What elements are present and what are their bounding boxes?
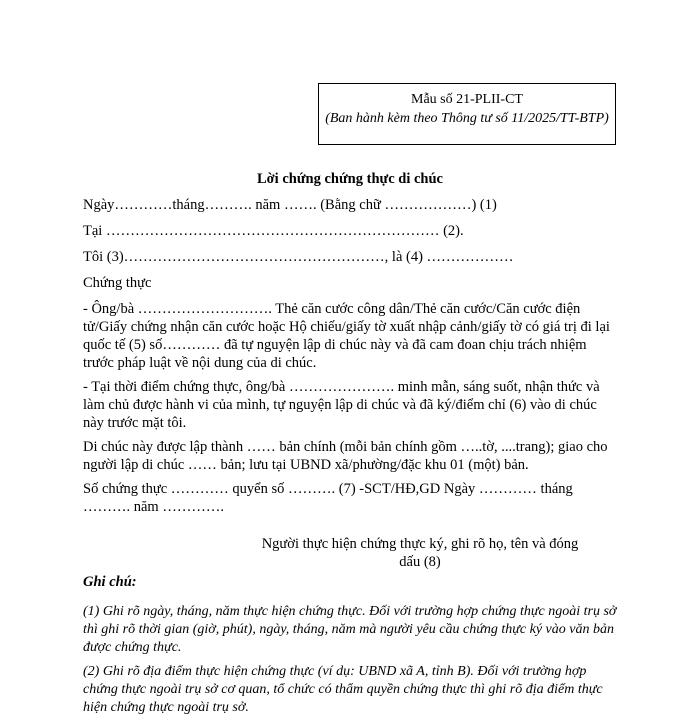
form-issued-by: (Ban hành kèm theo Thông tư số 11/2025/TT-BTP)	[325, 111, 609, 126]
date-line: Ngày…………tháng………. năm ……. (Bằng chữ ………………) (1)	[83, 197, 497, 213]
paragraph-copies: Di chúc này được lập thành …… bản chính (mỗi bản chính gồm …..tờ, ....trang); giao cho người lập di chúc …… bản; lưu tại UBND xã/phường/đặc khu 01 (một) bản.	[83, 439, 608, 473]
form-number-box	[318, 83, 616, 145]
note-item: (1) Ghi rõ ngày, tháng, năm thực hiện chứng thực. Đối với trường hợp chứng thực ngoài trụ sở thì ghi rõ thời gian (giờ, phút), ngày, tháng, năm mà người yêu cầu chứng thực ký vào văn bản được chứng thực.	[83, 604, 617, 655]
notes-section	[83, 573, 623, 723]
place-line: Tại …………………………………………………………… (2).	[83, 223, 464, 239]
certify-heading: Chứng thực	[83, 275, 152, 291]
paragraph-cert-number: Số chứng thực ………… quyển số ………. (7) -SCT/HĐ,GD Ngày ………… tháng ………. năm ………….	[83, 481, 573, 515]
document-body	[83, 196, 618, 516]
note-item: (2) Ghi rõ địa điểm thực hiện chứng thực (ví dụ: UBND xã A, tỉnh B). Đối với trường hợp chứng thực ngoài trụ sở cơ quan, tổ chức có thẩm quyền chứng thực thì ghi rõ địa điểm thực hiện chứng thực ngoài trụ sở.	[83, 664, 603, 715]
certifier-line: Tôi (3)………………………………………………, là (4) ………………	[83, 249, 514, 265]
notes-title: Ghi chú:	[83, 574, 137, 590]
form-code: Mẫu số 21-PLII-CT	[411, 92, 523, 107]
paragraph-testator: - Ông/bà ………………………. Thẻ căn cước công dân/Thẻ căn cước/Căn cước điện tử/Giấy chứng nhận căn cước hoặc Hộ chiếu/giấy tờ xuất nhập cảnh/giấy tờ có giá trị đi lại quốc tế (5) số………… đã tự nguyện lập di chúc này và đã cam đoan chịu trách nhiệm trước pháp luật về nội dung của di chúc.	[83, 301, 610, 371]
signature-block: Người thực hiện chứng thực ký, ghi rõ họ, tên và đóng dấu (8)	[261, 536, 579, 570]
document-title: Lời chứng chứng thực di chúc	[256, 171, 443, 187]
paragraph-capacity: - Tại thời điểm chứng thực, ông/bà …………………. minh mẫn, sáng suốt, nhận thức và làm chủ được hành vi của mình, tự nguyện lập di chúc và đã ký/điểm chỉ (6) vào di chúc này trước mặt tôi.	[83, 379, 600, 431]
